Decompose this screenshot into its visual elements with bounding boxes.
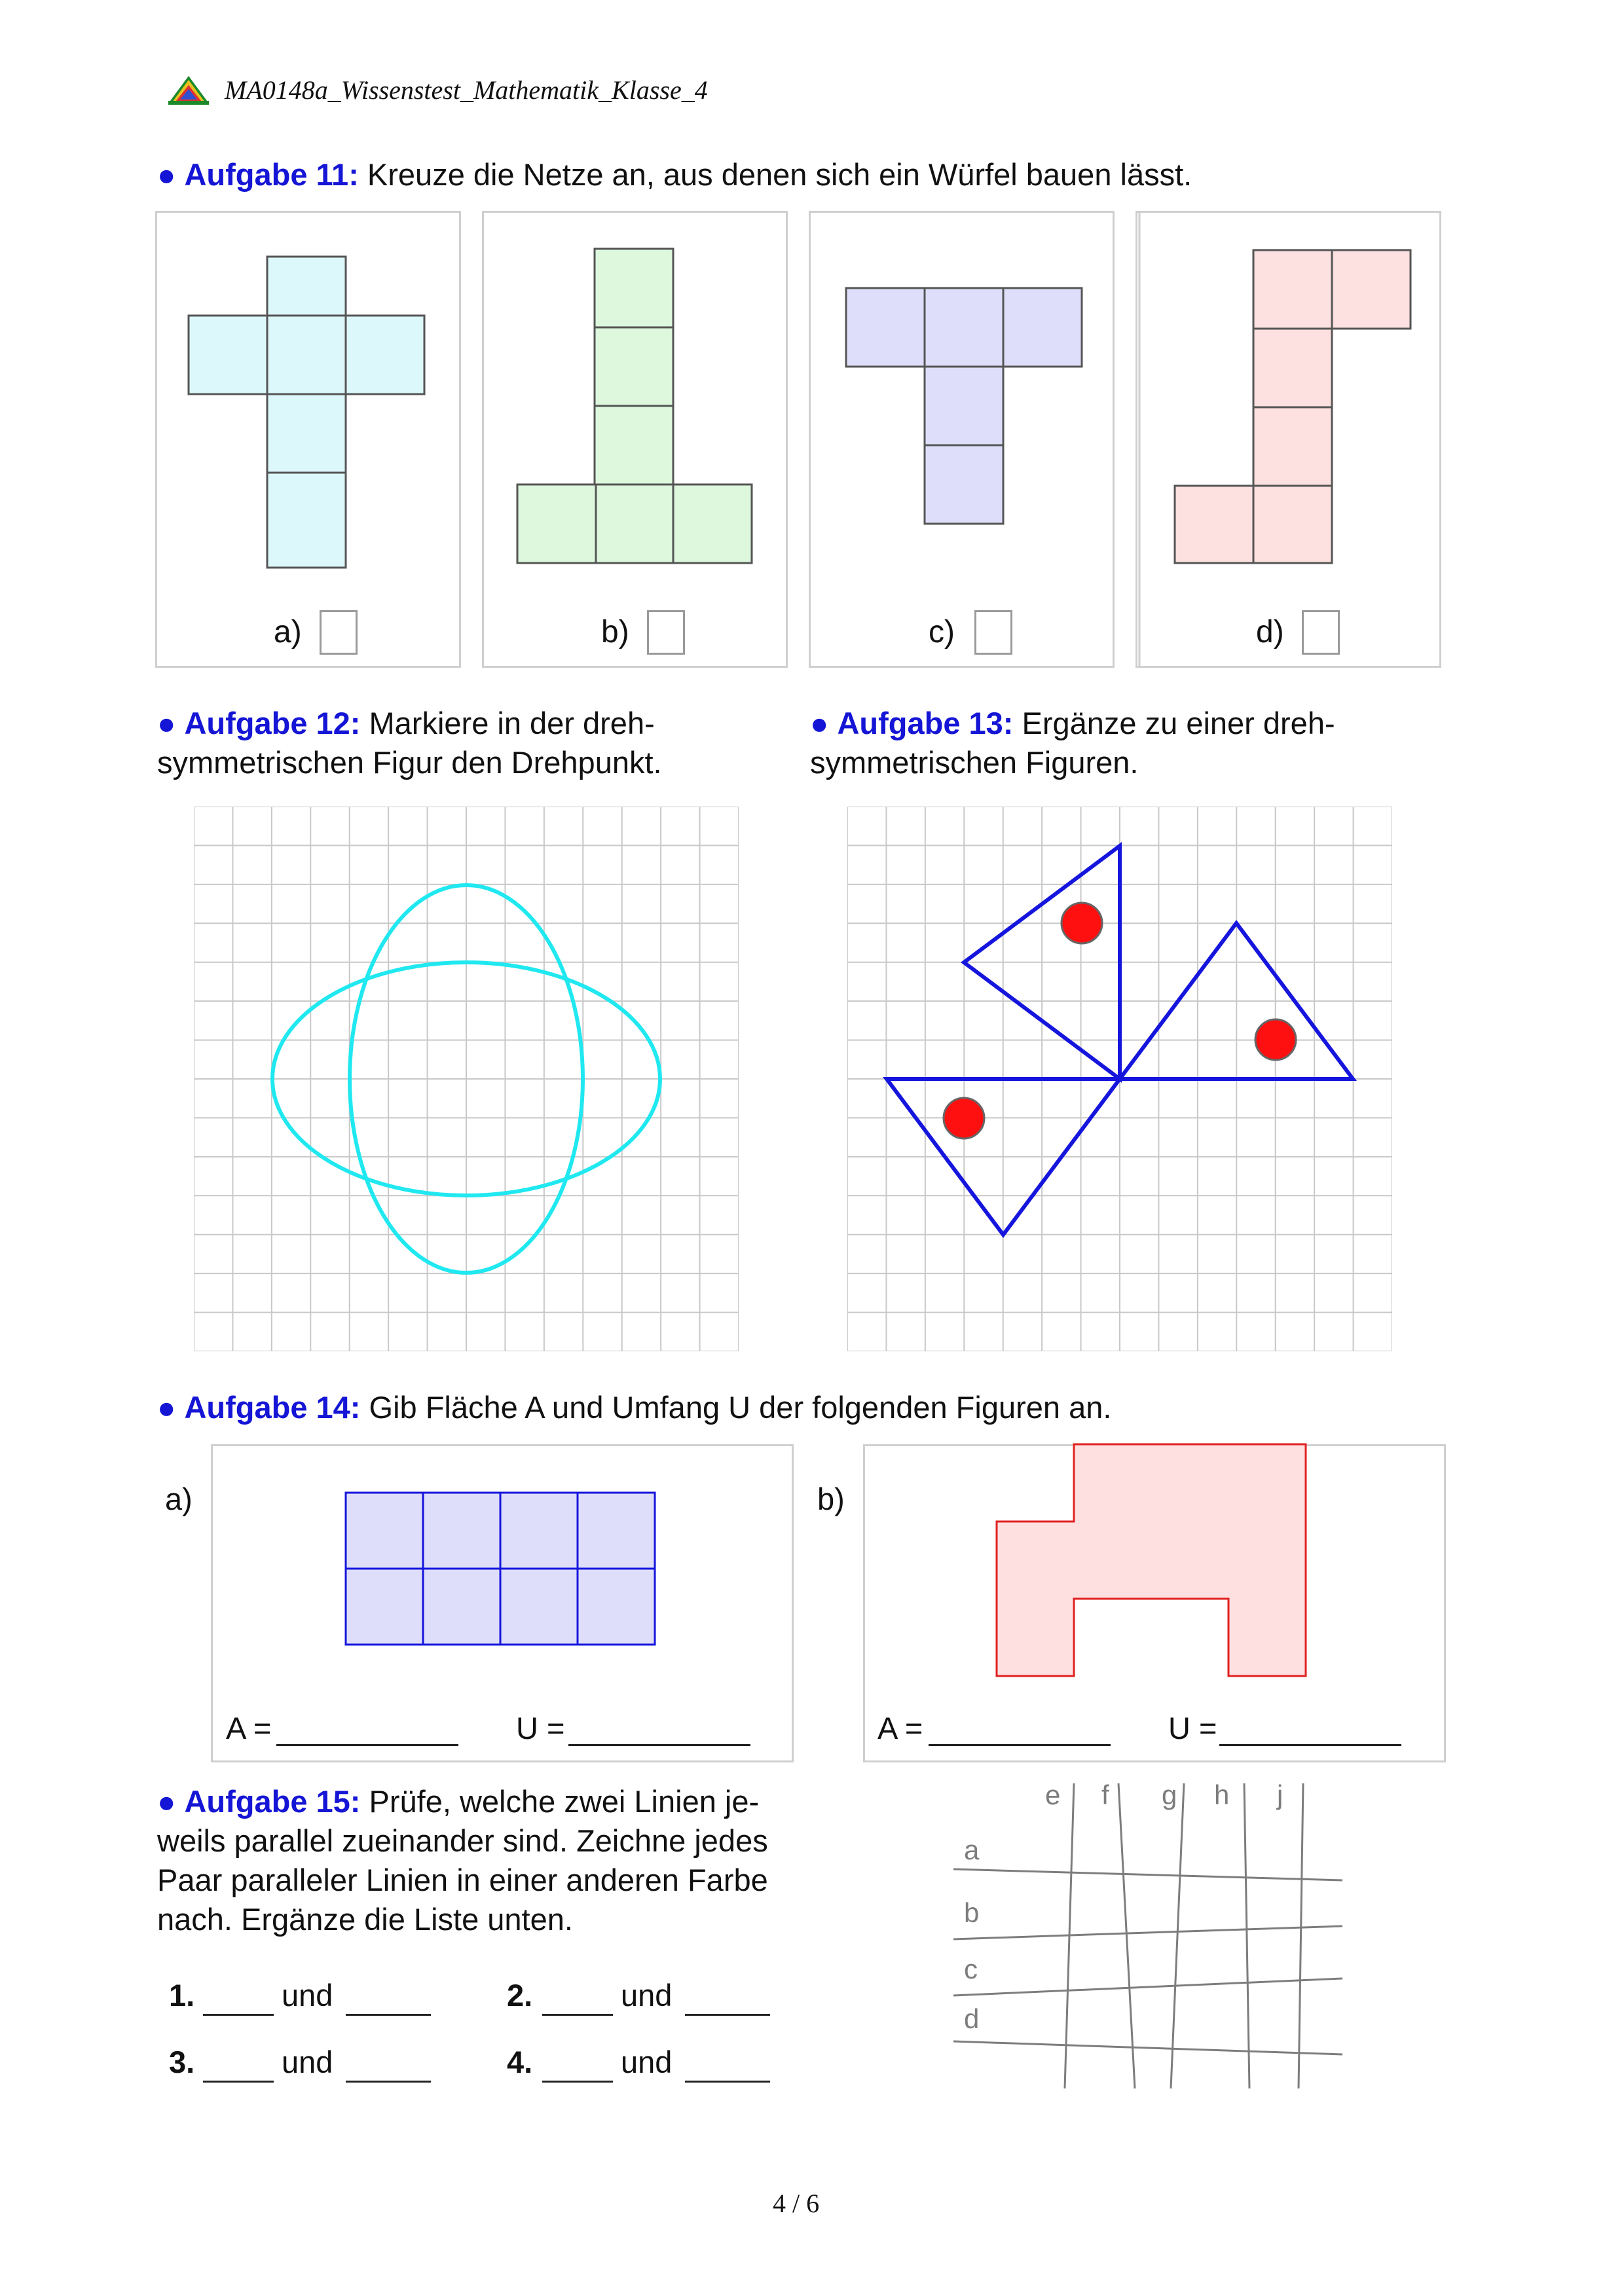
task14-bullet: ● [157,1390,176,1425]
net-c-square [925,288,1003,367]
letter-b: b [964,1897,980,1928]
line-h [1244,1783,1249,2088]
task12-heading [157,704,662,782]
task11-text: Kreuze die Netze an, aus denen sich ein Würfel bauen lässt. [367,157,1192,192]
task12-figure[interactable] [194,807,739,1351]
task13-line1: Ergänze zu einer dreh- [1022,706,1335,740]
option-d-checkbox[interactable] [1302,610,1340,655]
red-dot [1255,1019,1296,1060]
option-c-checkbox[interactable] [974,610,1012,655]
option-c-label: c) [929,615,955,649]
task15-line1: Prüfe, welche zwei Linien je- [369,1784,760,1819]
list-item-4-blank-left[interactable] [542,2081,613,2083]
net-a-square [346,316,424,394]
net-d-square [1253,486,1332,563]
net-b-shape [517,249,752,563]
line-c [953,1978,1342,1995]
red-dot [1061,903,1102,943]
net-a-square [267,473,346,568]
list-item-1-blank-left[interactable] [203,2014,274,2016]
task11-bullet: ● [157,157,176,192]
task15-bullet: ● [157,1784,176,1819]
perimeter-b-label: U = [1168,1711,1217,1745]
task12-label: Aufgabe 12: [184,706,361,740]
cube-nets [0,0,1624,674]
task12-bullet: ● [157,706,176,740]
letter-h: h [1214,1779,1230,1810]
net-a-square [267,316,346,394]
net-d-square [1253,329,1332,407]
letter-c: c [964,1954,978,1984]
task14-part-a-label: a) [165,1482,193,1516]
net-a-cross [189,257,424,568]
option-a-label: a) [274,615,302,649]
task14-heading [157,1388,1111,1427]
letter-e: e [1045,1779,1061,1810]
net-d-square [1175,486,1253,563]
task11-label: Aufgabe 11: [184,157,359,192]
list-item-4-blank-right[interactable] [685,2081,770,2083]
line-d [953,2041,1342,2054]
line-b [953,1926,1342,1939]
red-dot [944,1098,984,1139]
horizontal-lines [953,1869,1342,2054]
task12-line2: symmetrischen Figur den Drehpunkt. [157,745,662,780]
letter-f: f [1101,1779,1109,1810]
area-b-blank[interactable] [929,1744,1111,1746]
line-f [1118,1783,1135,2088]
list-item-3-blank-right[interactable] [346,2081,431,2083]
letter-j: j [1277,1779,1283,1810]
list-item-1-word: und [282,1978,333,2013]
list-item-2-blank-left[interactable] [542,2014,613,2016]
net-b-square [595,249,673,327]
task13-figure[interactable] [847,807,1392,1351]
net-a-square [189,316,267,394]
net-c-shape [846,288,1082,524]
net-c-square [925,445,1003,524]
option-b-label: b) [601,615,629,649]
task13-line2: symmetrischen Figuren. [810,745,1139,780]
area-a-label: A = [226,1711,272,1745]
letter-d: d [964,2003,980,2034]
line-g [1171,1783,1184,2088]
net-b-square [595,327,673,406]
net-c-square [846,288,925,367]
task15-label: Aufgabe 15: [184,1784,361,1819]
perimeter-b-blank[interactable] [1219,1744,1401,1746]
letter-a: a [964,1834,980,1865]
net-d-square [1253,407,1332,486]
net-d-shape [1175,250,1411,563]
task14-label: Aufgabe 14: [184,1390,361,1425]
area-b-label: A = [877,1711,923,1745]
line-letters [964,1779,1283,2034]
net-d-square [1332,250,1411,329]
task14-text: Gib Fläche A und Umfang U der folgenden Figuren an. [369,1390,1112,1425]
list-item-1-blank-right[interactable] [346,2014,431,2016]
task12-line1: Markiere in der dreh- [369,706,655,740]
task15-line3: Paar paralleler Linien in einer anderen Farbe [157,1863,768,1897]
task13-bullet: ● [810,706,829,740]
list-item-3-word: und [282,2045,333,2079]
list-item-4-num: 4. [507,2045,533,2079]
document-title: MA0148a_Wissenstest_Mathematik_Klasse_4 [225,75,708,105]
vertical-lines [1065,1783,1303,2088]
net-b-square [595,406,673,484]
task14-part-b-label: b) [817,1482,845,1516]
net-b-square [517,484,596,563]
net-d-square [1253,250,1332,329]
option-a-checkbox[interactable] [320,610,358,655]
task15-line4: nach. Ergänze die Liste unten. [157,1902,573,1937]
letter-g: g [1162,1779,1177,1810]
red-polygon [997,1444,1306,1676]
perimeter-a-blank[interactable] [568,1744,750,1746]
task13-heading [810,704,1335,782]
list-item-2-num: 2. [507,1978,533,2013]
list-item-4-word: und [621,2045,673,2079]
task13-label: Aufgabe 13: [837,706,1014,740]
list-item-3-blank-left[interactable] [203,2081,274,2083]
task15-line2: weils parallel zueinander sind. Zeichne jedes [157,1823,768,1858]
option-d-label: d) [1256,615,1284,649]
area-a-blank[interactable] [276,1744,458,1746]
list-item-1-num: 1. [169,1978,195,2013]
line-j [1299,1783,1303,2088]
net-c-square [1003,288,1082,367]
net-b-square [596,484,673,563]
net-b-square [673,484,752,563]
task12-grid [194,807,739,1351]
list-item-2-blank-right[interactable] [685,2014,770,2016]
option-b-checkbox[interactable] [647,610,685,655]
net-a-square [267,394,346,473]
line-a [953,1869,1342,1880]
blue-rectangle [346,1493,655,1645]
page-number: 4 / 6 [773,2189,820,2218]
list-item-2-word: und [621,1978,673,2013]
task15-heading [157,1782,825,1939]
net-c-square [925,367,1003,445]
perimeter-a-label: U = [516,1711,565,1745]
list-item-3-num: 3. [169,2045,195,2079]
parallel-lines-figure [917,1768,1388,2095]
